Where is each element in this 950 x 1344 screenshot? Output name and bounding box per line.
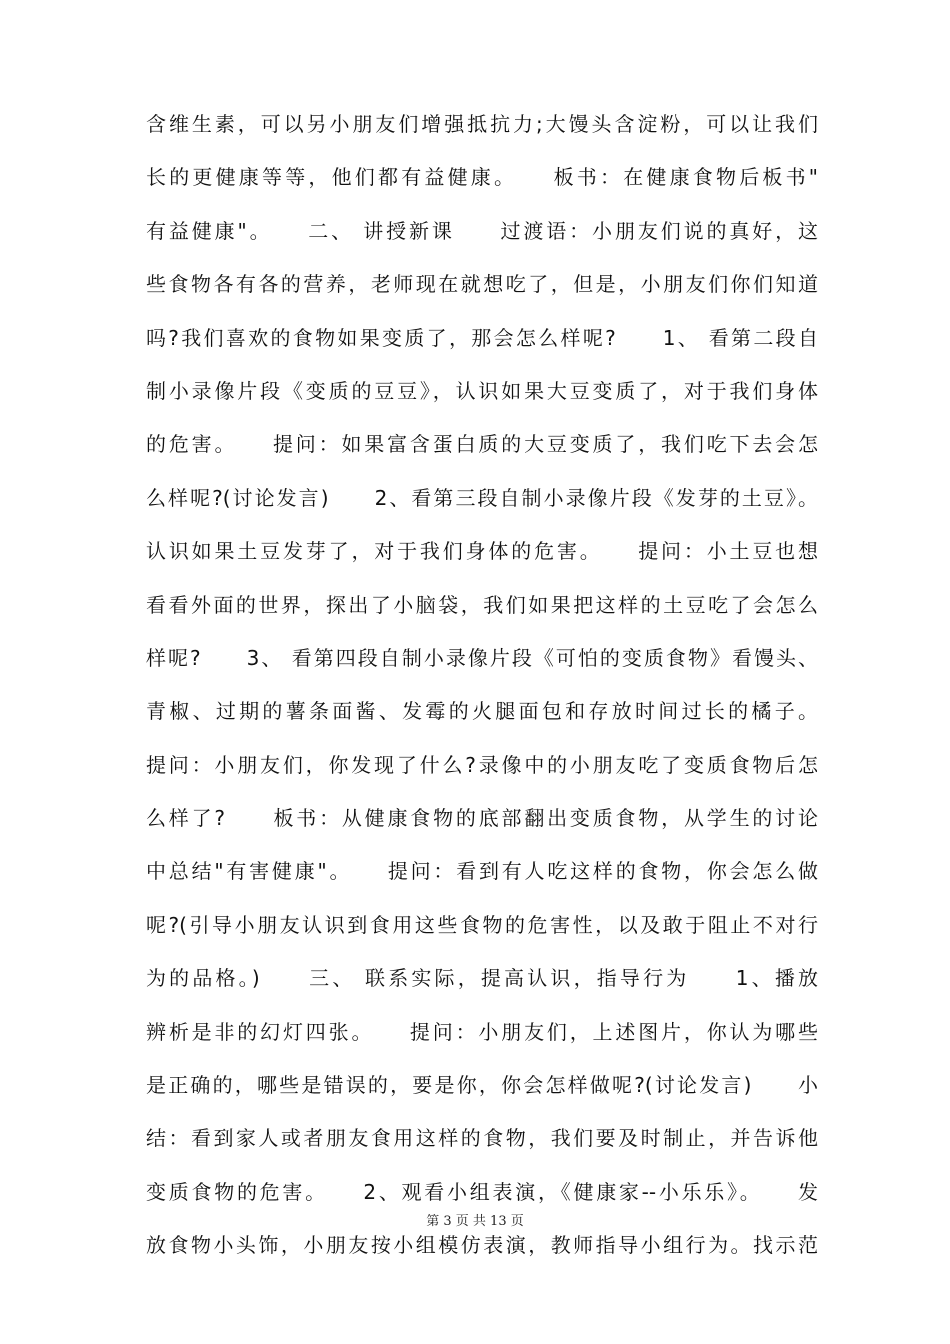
page-number-footer: 第 3 页 共 13 页: [426, 1214, 524, 1229]
text-line: 为的品格。) 三、 联系实际，提高认识，指导行为 1、播放: [146, 966, 818, 991]
text-line: 变质食物的危害。 2、观看小组表演，《健康家--小乐乐》。 发: [146, 1179, 818, 1204]
text-line: 认识如果土豆发芽了，对于我们身体的危害。 提问：小土豆也想: [146, 539, 818, 564]
text-line: 有益健康"。 二、 讲授新课 过渡语：小朋友们说的真好，这: [146, 218, 818, 243]
body-text: [146, 98, 818, 1273]
text-line: 的危害。 提问：如果富含蛋白质的大豆变质了，我们吃下去会怎: [146, 432, 818, 457]
text-line: 看看外面的世界，探出了小脑袋，我们如果把这样的土豆吃了会怎么: [146, 592, 818, 617]
text-line: 含维生素，可以另小朋友们增强抵抗力;大馒头含淀粉，可以让我们: [146, 112, 818, 136]
text-line: 结：看到家人或者朋友食用这样的食物，我们要及时制止，并告诉他: [146, 1126, 818, 1151]
text-line: 制小录像片段《变质的豆豆》，认识如果大豆变质了，对于我们身体: [146, 378, 818, 403]
text-line: 提问：小朋友们，你发现了什么?录像中的小朋友吃了变质食物后怎: [146, 752, 818, 777]
text-line: 辨析是非的幻灯四张。 提问：小朋友们，上述图片，你认为哪些: [146, 1019, 818, 1044]
text-line: 么样呢?(讨论发言) 2、看第三段自制小录像片段《发芽的土豆》。: [146, 485, 818, 510]
text-line: 么样了? 板书：从健康食物的底部翻出变质食物，从学生的讨论: [146, 806, 818, 831]
text-line: 是正确的，哪些是错误的，要是你，你会怎样做呢?(讨论发言) 小: [146, 1073, 818, 1098]
text-line: 样呢? 3、 看第四段自制小录像片段《可怕的变质食物》看馒头、: [146, 645, 818, 670]
text-line: 呢?(引导小朋友认识到食用这些食物的危害性，以及敢于阻止不对行: [146, 912, 818, 937]
text-line: 放食物小头饰，小朋友按小组模仿表演，教师指导小组行为。找示范: [146, 1233, 818, 1258]
text-line: 中总结"有害健康"。 提问：看到有人吃这样的食物，你会怎么做: [146, 859, 818, 884]
text-line: 长的更健康等等，他们都有益健康。 板书：在健康食物后板书": [146, 165, 818, 190]
text-line: 些食物各有各的营养，老师现在就想吃了，但是，小朋友们你们知道: [146, 272, 818, 297]
text-line: 吗?我们喜欢的食物如果变质了，那会怎么样呢? 1、 看第二段自: [146, 325, 818, 350]
text-line: 青椒、过期的薯条面酱、发霉的火腿面包和存放时间过长的橘子。: [146, 699, 818, 724]
